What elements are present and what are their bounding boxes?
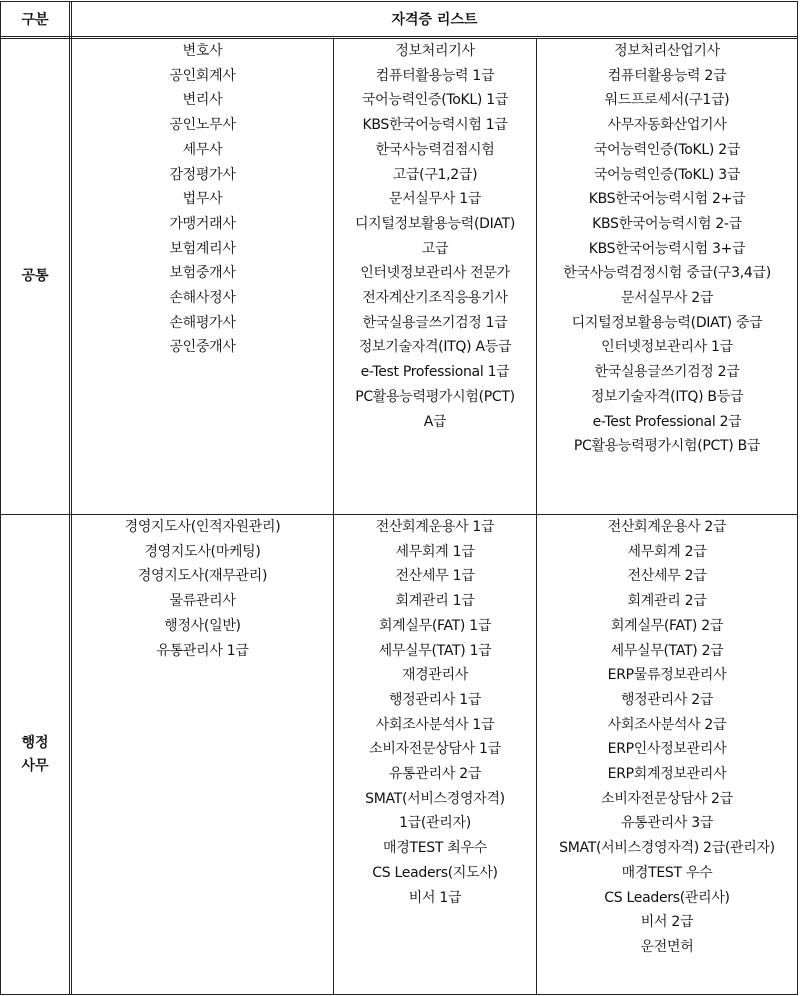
- certificate-item: 정보기술자격(ITQ) B등급: [590, 388, 744, 405]
- certificate-item: 국어능력인증(ToKL) 2급: [593, 141, 741, 158]
- certificate-item: 세무실무(TAT) 1급: [378, 642, 492, 659]
- certificate-item: 매경TEST 최우수: [383, 840, 487, 857]
- certificate-item: 소비자전문상담사 2급: [601, 790, 733, 807]
- certificate-item: 운전면허: [640, 938, 694, 955]
- certificate-item: 정보처리산업기사: [614, 43, 720, 59]
- certificate-item: KBS한국어능력시험 1급: [362, 117, 508, 134]
- certificate-item: 고급(구1,2급): [392, 166, 478, 183]
- certificate-item: 행정관리사 2급: [620, 691, 714, 708]
- header-category: 구분: [21, 12, 49, 28]
- certificate-item: 보험계리사: [169, 240, 236, 257]
- certificate-item: e-Test Professional 1급: [360, 364, 510, 381]
- certificate-item: 회계관리 1급: [395, 593, 475, 610]
- certificate-item: 컴퓨터활용능력 2급: [607, 67, 727, 84]
- certificate-item: 유통관리사 2급: [388, 766, 482, 783]
- certificate-item: ERP회계정보관리사: [607, 766, 727, 783]
- certificate-item: 소비자전문상담사 1급: [369, 741, 501, 758]
- certificate-item: 사회조사분석사 2급: [607, 716, 727, 733]
- certificate-item: 한국실용글쓰기검정 1급: [362, 314, 508, 331]
- header-list: 자격증 리스트: [391, 12, 478, 28]
- certificate-item: 변리사: [182, 92, 223, 109]
- certificate-item: 컴퓨터활용능력 1급: [375, 67, 495, 84]
- certificate-item: 한국사능력검점시험: [375, 141, 495, 158]
- certificate-item: 정보기술자격(ITQ) A등급: [358, 339, 512, 356]
- certificate-item: KBS한국어능력시험 2+급: [588, 191, 746, 208]
- certificate-item: 정보처리기사: [395, 43, 475, 59]
- certificate-item: 세무회계 2급: [627, 543, 707, 560]
- certificate-item: 세무회계 1급: [395, 543, 475, 560]
- certificate-item: CS Leaders(관리사): [604, 889, 730, 906]
- certificate-item: CS Leaders(지도사): [372, 864, 498, 881]
- certificate-item: SMAT(서비스경영자격) 2급(관리자): [559, 840, 775, 857]
- certificate-item: 유통관리사 1급: [156, 642, 249, 659]
- certificate-item: 행정관리사 1급: [388, 691, 482, 708]
- certificate-item: SMAT(서비스경영자격): [365, 790, 505, 807]
- certificate-item: 인터넷정보관리사 1급: [601, 339, 733, 356]
- certificate-item: 사무자동화산업기사: [607, 117, 727, 134]
- certificate-item: ERP물류정보관리사: [607, 667, 727, 684]
- certificate-item: 인터넷정보관리사 전문가: [360, 265, 510, 282]
- admin-list-col-2: [334, 513, 536, 910]
- certificate-item: 경영지도사(재무관리): [137, 568, 268, 585]
- category-common: 공통: [21, 268, 49, 284]
- certificate-item: 유통관리사 3급: [620, 815, 714, 832]
- certificate-item: 한국실용글쓰기검정 2급: [594, 364, 740, 381]
- certificate-item: 한국사능력검정시험 중급(구3,4급): [563, 265, 771, 282]
- certificate-item: 국어능력인증(ToKL) 3급: [593, 166, 741, 183]
- certificate-item: 사회조사분석사 1급: [375, 716, 495, 733]
- certificate-item: 비서 2급: [640, 914, 694, 931]
- certificate-item: 공인노무사: [169, 117, 236, 134]
- common-list-col-1: [72, 37, 333, 360]
- certificate-item: 회계실무(FAT) 1급: [378, 617, 492, 634]
- certificate-item: 전자계산기조직응용기사: [362, 290, 508, 307]
- certificate-item: 재경관리사: [401, 667, 469, 684]
- certificate-item: 매경TEST 우수: [621, 864, 713, 881]
- certificate-item: 경영지도사(인적자원관리): [124, 519, 281, 535]
- certificate-item: 변호사: [182, 43, 223, 59]
- common-list-col-2: [334, 37, 536, 434]
- certificate-item: PC활용능력평가시험(PCT): [355, 388, 515, 405]
- certificate-item: ERP인사정보관리사: [607, 741, 727, 758]
- certificate-item: 법무사: [182, 191, 223, 208]
- certificate-item: 워드프로세서(구1급): [604, 92, 730, 109]
- certificate-item: 회계실무(FAT) 2급: [610, 617, 724, 634]
- category-admin: 행정 사무: [21, 734, 49, 774]
- certificate-item: 문서실무사 2급: [620, 290, 714, 307]
- certificate-item: 문서실무사 1급: [388, 191, 482, 208]
- certificate-item: A급: [423, 413, 447, 430]
- certificate-item: 손해사정사: [169, 290, 236, 307]
- certificate-item: 회계관리 2급: [627, 593, 707, 610]
- certificate-item: 행정사(일반): [164, 617, 241, 634]
- certificate-item: 비서 1급: [408, 889, 462, 906]
- certificate-item: e-Test Professional 2급: [592, 413, 742, 430]
- certificate-item: 공인회계사: [169, 67, 236, 84]
- certificate-item: KBS한국어능력시험 2-급: [592, 215, 742, 232]
- certificate-item: 경영지도사(마케팅): [144, 543, 261, 560]
- certificate-item: 보험중개사: [169, 265, 236, 282]
- certificate-item: 감정평가사: [169, 166, 236, 183]
- certificate-item: 전산회계운용사 1급: [375, 519, 495, 535]
- certificate-item: 공인중개사: [169, 339, 236, 356]
- certificate-item: 물류관리사: [169, 593, 236, 610]
- certificate-item: PC활용능력평가시험(PCT) B급: [573, 438, 761, 455]
- certificate-item: 디지털정보활용능력(DIAT) 중급: [571, 314, 763, 331]
- certificate-item: 전산세무 2급: [627, 568, 707, 585]
- certificate-item: 디지털정보활용능력(DIAT): [354, 215, 516, 232]
- admin-list-col-3: [537, 513, 797, 960]
- certificate-item: KBS한국어능력시험 3+급: [588, 240, 746, 257]
- certificate-item: 세무사: [182, 141, 223, 158]
- certificate-item: 세무실무(TAT) 2급: [610, 642, 724, 659]
- certificate-item: 1급(관리자): [399, 815, 471, 832]
- certificate-item: 전산회계운용사 2급: [607, 519, 727, 535]
- common-list-col-3: [537, 37, 797, 459]
- certificate-item: 전산세무 1급: [395, 568, 475, 585]
- certificate-item: 국어능력인증(ToKL) 1급: [361, 92, 509, 109]
- certificate-item: 손해평가사: [169, 314, 236, 331]
- certificate-item: 가맹거래사: [169, 215, 236, 232]
- certificate-item: 고급: [421, 240, 449, 257]
- admin-list-col-1: [72, 513, 333, 663]
